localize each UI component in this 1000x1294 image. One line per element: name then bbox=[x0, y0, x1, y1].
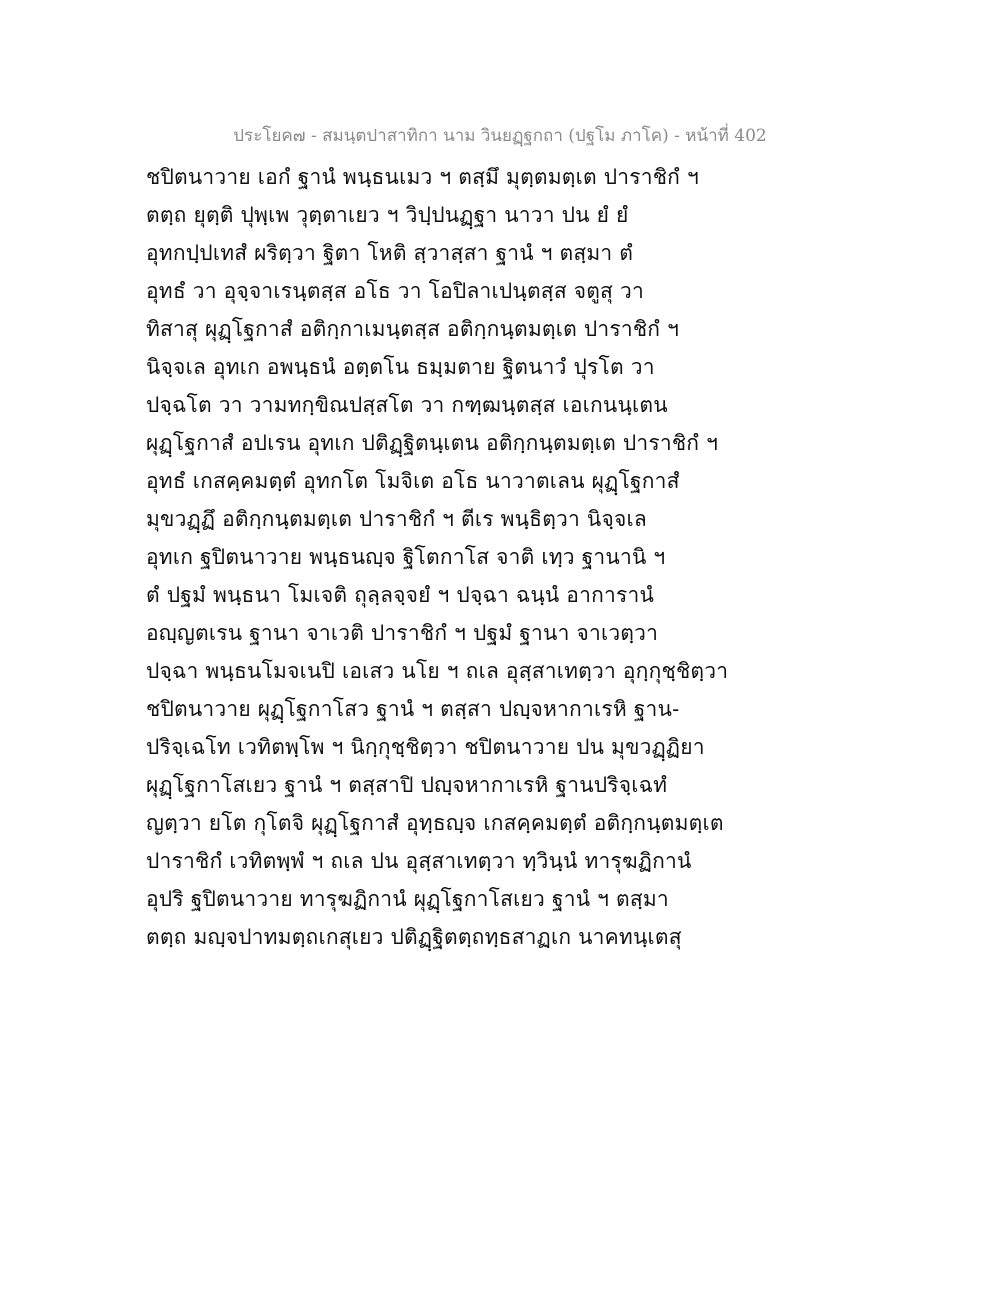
text-line: ญตฺวา ยโต กุโตจิ ผุฏฺโฐกาสํ อุทฺธญฺจ เกสคฺคมตฺตํ อติกฺกนฺตมตฺเต bbox=[146, 811, 724, 835]
text-line: อญฺญตเรน ฐานา จาเวติ ปาราชิกํ ฯ ปฐมํ ฐานา จาเวตฺวา bbox=[146, 621, 659, 645]
text-line: ตตฺถ มญฺจปาทมตฺถเกสุเยว ปติฏฺฐิตตฺถทฺธสาฏเก นาคทนฺเตสุ bbox=[146, 925, 682, 949]
text-line: อุทธํ เกสคฺคมตฺตํ อุทกโต โมจิเต อโธ นาวาตเลน ผุฏฺโฐกาสํ bbox=[146, 469, 680, 493]
page-header: ประโยค๗ - สมนฺตปาสาทิกา นาม วินยฏฺฐกถา (ปฐโม ภาโค) - หน้าที่ 402 bbox=[233, 126, 767, 146]
text-line: มุขวฏฺฏึ อติกฺกนฺตมตฺเต ปาราชิกํ ฯ ตีเร พนฺธิตฺวา นิจฺจเล bbox=[146, 507, 647, 531]
text-line: นิจฺจเล อุทเก อพนฺธนํ อตฺตโน ธมฺมตาย ฐิตนาวํ ปุรโต วา bbox=[146, 355, 655, 379]
text-line: อุทกปฺปเทสํ ผริตฺวา ฐิตา โหติ สฺวาสฺสา ฐานํ ฯ ตสฺมา ตํ bbox=[146, 241, 634, 265]
text-line: ชปิตนาวาย เอกํ ฐานํ พนฺธนเมว ฯ ตสฺมึ มุตฺตมตฺเต ปาราชิกํ ฯ bbox=[146, 165, 699, 189]
text-line: ผุฏฺโฐกาสํ อปเรน อุทเก ปติฏฺฐิตนฺเตน อติกฺกนฺตมตฺเต ปาราชิกํ ฯ bbox=[146, 431, 719, 455]
text-line: ปริจฺเฉโท เวทิตพฺโพ ฯ นิกฺกุชฺชิตฺวา ชปิตนาวาย ปน มุขวฏฺฏิยา bbox=[146, 735, 705, 759]
text-line: ปจฺฉโต วา วามทกฺขิณปสฺสโต วา กฑฺฒนฺตสฺส เอเกนนฺเตน bbox=[146, 393, 668, 417]
text-line: ทิสาสุ ผุฏฺโฐกาสํ อติกฺกาเมนฺตสฺส อติกฺกนฺตมตฺเต ปาราชิกํ ฯ bbox=[146, 317, 680, 341]
text-line: ผุฏฺโฐกาโสเยว ฐานํ ฯ ตสฺสาปิ ปญฺจหากาเรหิ ฐานปริจฺเฉทํ bbox=[146, 773, 668, 797]
text-line: ปาราชิกํ เวทิตพฺพํ ฯ ถเล ปน อุสฺสาเทตฺวา ทฺวินฺนํ ทารุฆฏิกานํ bbox=[146, 849, 692, 873]
text-line: อุทเก ฐปิตนาวาย พนฺธนญฺจ ฐิโตกาโส จาติ เทฺว ฐานานิ ฯ bbox=[146, 545, 666, 569]
text-line: ตตฺถ ยุตฺติ ปุพฺเพ วุตฺตาเยว ฯ วิปฺปนฏฺฐา นาวา ปน ยํ ยํ bbox=[146, 203, 629, 227]
text-line: อุทธํ วา อุจฺจาเรนฺตสฺส อโธ วา โอปิลาเปนฺตสฺส จตูสุ วา bbox=[146, 279, 644, 303]
text-line: ชปิตนาวาย ผุฏฺโฐกาโสว ฐานํ ฯ ตสฺสา ปญฺจหากาเรหิ ฐาน- bbox=[146, 697, 680, 721]
text-line: อุปริ ฐปิตนาวาย ทารุฆฏิกานํ ผุฏฺโฐกาโสเยว ฐานํ ฯ ตสฺมา bbox=[146, 887, 669, 911]
text-line: ปจฺฉา พนฺธนโมจเนปิ เอเสว นโย ฯ ถเล อุสฺสาเทตฺวา อุกฺกุชฺชิตฺวา bbox=[146, 659, 729, 683]
text-line: ตํ ปฐมํ พนฺธนา โมเจติ ถุลฺลจฺจยํ ฯ ปจฺฉา ฉนฺนํ อาการานํ bbox=[146, 583, 655, 607]
body-text bbox=[146, 158, 866, 956]
